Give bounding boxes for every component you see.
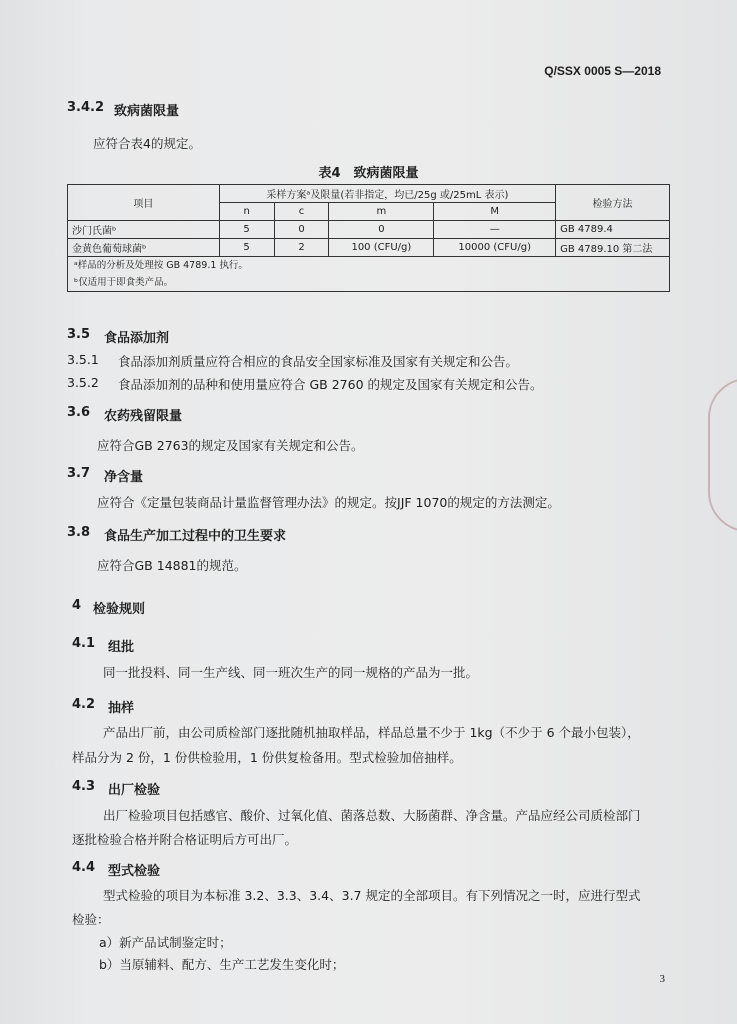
chapter-title: 检验规则	[93, 602, 146, 617]
section-title: 农药残留限量	[104, 409, 183, 424]
cell-m: 100 (CFU/g)	[329, 239, 434, 257]
section-number: 4.1	[72, 636, 96, 651]
section-title: 食品生产加工过程中的卫生要求	[104, 529, 287, 544]
section-title: 组批	[108, 640, 135, 655]
cell-item: 金黄色葡萄球菌ᵇ	[68, 239, 220, 257]
subheader-M: M	[434, 203, 556, 221]
cell-m: 0	[329, 221, 434, 239]
paragraph: 逐批检验合格并附合格证明后方可出厂。	[72, 832, 298, 847]
table-caption: 表4 致病菌限量	[318, 166, 419, 181]
section-title: 净含量	[104, 470, 144, 485]
cell-method: GB 4789.10 第二法	[556, 239, 670, 257]
cell-n: 5	[219, 221, 274, 239]
paragraph: 应符合GB 2763的规定及国家有关规定和公告。	[97, 438, 364, 453]
column-header-plan: 采样方案ᵃ及限量(若非指定，均已/25g 或/25mL 表示)	[219, 185, 555, 203]
subheader-m: m	[329, 203, 434, 221]
section-number: 3.6	[67, 405, 91, 420]
subheader-c: c	[274, 203, 329, 221]
list-item: b）当原辅料、配方、生产工艺发生变化时；	[99, 957, 345, 972]
section-number: 3.8	[67, 525, 91, 540]
section-number: 3.4.2	[67, 100, 105, 115]
paragraph: 检验：	[72, 912, 110, 927]
column-header-item: 项目	[68, 185, 220, 221]
seal-stamp	[708, 378, 737, 532]
section-number: 3.5	[67, 327, 91, 342]
paragraph: 食品添加剂质量应符合相应的食品安全国家标准及国家有关规定和公告。	[118, 354, 519, 369]
section-title: 出厂检验	[108, 783, 161, 798]
cell-c: 2	[274, 239, 329, 257]
pathogen-limit-table	[67, 184, 670, 292]
section-number: 4.3	[72, 779, 96, 794]
table-row	[68, 221, 670, 239]
section-number: 3.7	[67, 466, 91, 481]
cell-c: 0	[274, 221, 329, 239]
clause-number: 3.5.2	[67, 375, 99, 390]
section-title: 致病菌限量	[114, 104, 180, 119]
table-row	[68, 239, 670, 257]
column-header-method: 检验方法	[556, 185, 670, 221]
paragraph: 出厂检验项目包括感官、酸价、过氧化值、菌落总数、大肠菌群、净含量。产品应经公司质检部门	[103, 808, 641, 823]
table-notes	[68, 257, 670, 292]
paragraph: 应符合GB 14881的规范。	[97, 558, 247, 573]
list-item: a）新产品试制鉴定时；	[99, 935, 232, 950]
paragraph: 产品出厂前，由公司质检部门逐批随机抽取样品，样品总量不少于 1kg（不少于 6 个最小包装），	[103, 725, 640, 740]
cell-item: 沙门氏菌ᵇ	[68, 221, 220, 239]
subheader-n: n	[219, 203, 274, 221]
cell-M: —	[434, 221, 556, 239]
section-title: 型式检验	[108, 864, 161, 879]
paragraph: 食品添加剂的品种和使用量应符合 GB 2760 的规定及国家有关规定和公告。	[118, 377, 543, 392]
paragraph: 样品分为 2 份，1 份供检验用，1 份供复检备用。型式检验加倍抽样。	[72, 750, 462, 765]
paragraph: 型式检验的项目为本标准 3.2、3.3、3.4、3.7 规定的全部项目。有下列情况之一时，应进行型式	[103, 888, 641, 903]
paragraph: 应符合《定量包装商品计量监督管理办法》的规定。按JJF 1070的规定的方法测定。	[97, 495, 560, 510]
cell-M: 10000 (CFU/g)	[434, 239, 556, 257]
section-number: 4.4	[72, 860, 96, 875]
paragraph: 应符合表4的规定。	[93, 136, 201, 151]
cell-n: 5	[219, 239, 274, 257]
section-number: 4.2	[72, 697, 96, 712]
table-note-b: ᵇ仅适用于即食类产品。	[74, 277, 174, 288]
table-note-a: ᵃ样品的分析及处理按 GB 4789.1 执行。	[74, 260, 248, 271]
cell-method: GB 4789.4	[556, 221, 670, 239]
clause-number: 3.5.1	[67, 352, 99, 367]
paragraph: 同一批投料、同一生产线、同一班次生产的同一规格的产品为一批。	[103, 665, 479, 680]
page-number: 3	[659, 973, 665, 985]
section-title: 抽样	[108, 701, 135, 716]
chapter-number: 4	[72, 598, 82, 613]
document-code: Q/SSX 0005 S—2018	[544, 64, 661, 78]
section-title: 食品添加剂	[104, 331, 170, 346]
